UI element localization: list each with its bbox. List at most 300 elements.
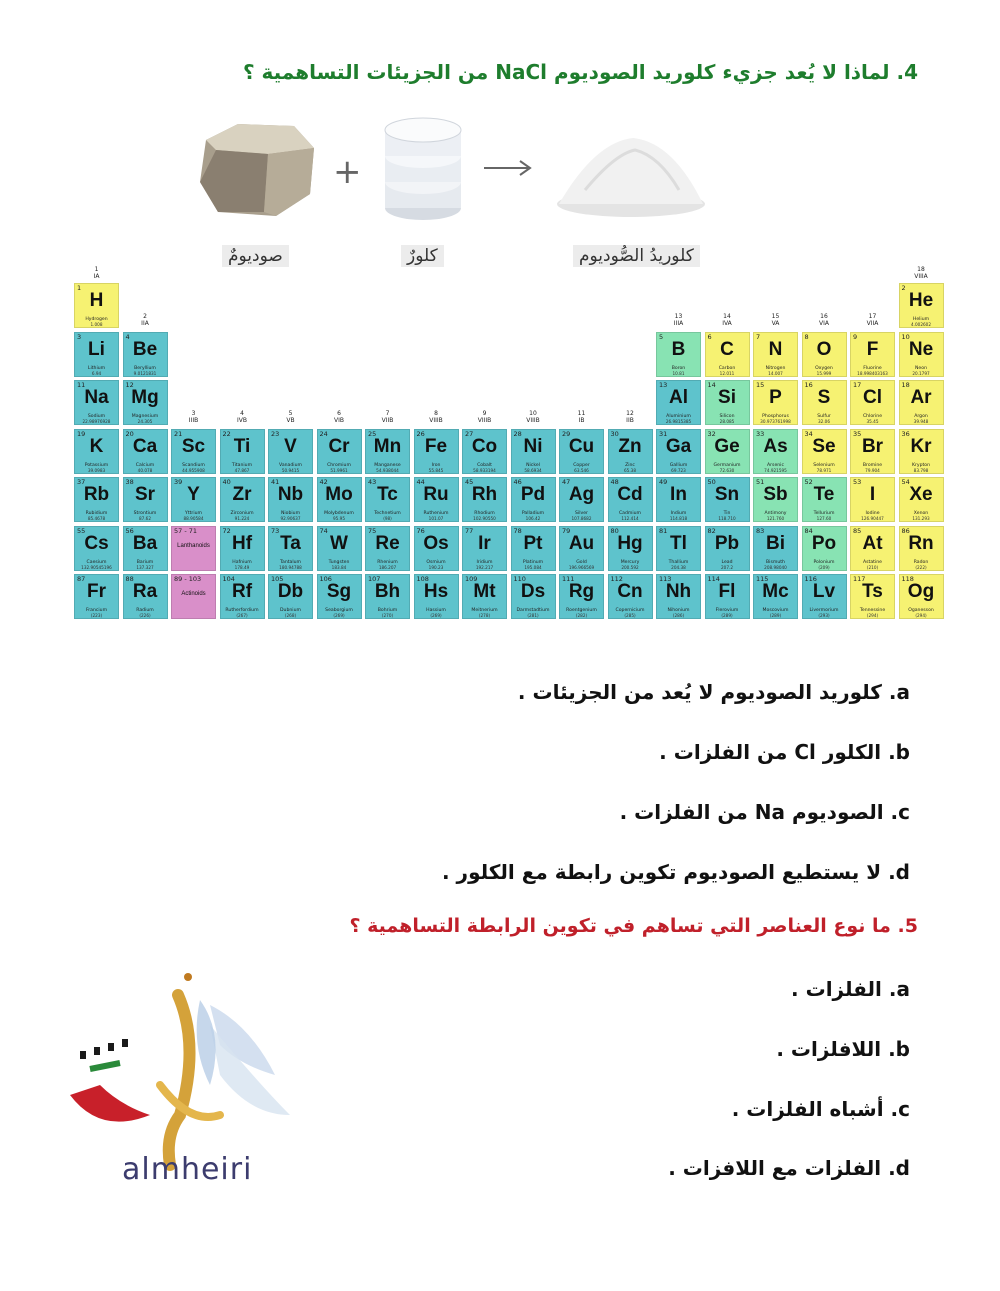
element-name: Zinc bbox=[625, 462, 635, 468]
element-name: Aluminium bbox=[666, 414, 691, 419]
element-name: Meitnerium bbox=[471, 608, 498, 613]
element-name: Neon bbox=[915, 365, 927, 371]
element-name: Tennessine bbox=[859, 608, 886, 613]
element-name: Barium bbox=[136, 559, 154, 565]
element-cell-al bbox=[656, 380, 701, 425]
element-name: Livermorium bbox=[809, 608, 839, 613]
element-symbol: Bi bbox=[766, 532, 785, 554]
atomic-mass: 132.90545196 bbox=[81, 564, 112, 570]
element-cell-ds bbox=[511, 574, 556, 619]
atomic-mass: 127.60 bbox=[816, 516, 832, 521]
element-symbol: Re bbox=[375, 532, 400, 554]
element-name: Moscovium bbox=[762, 608, 789, 613]
element-cell-be bbox=[123, 332, 168, 377]
element-symbol: Cr bbox=[328, 435, 350, 457]
group-number: 5 bbox=[288, 410, 293, 417]
group-number: 4 bbox=[240, 410, 244, 417]
atomic-mass: 195.084 bbox=[524, 564, 542, 570]
option-text: أشباه الفلزات . bbox=[731, 1097, 884, 1121]
element-cell-re bbox=[365, 526, 410, 571]
group-label bbox=[511, 410, 556, 424]
element-name: Bismuth bbox=[766, 559, 785, 565]
atomic-number: 22 bbox=[222, 429, 231, 438]
atomic-mass: 58.6934 bbox=[524, 467, 542, 473]
atomic-number: 87 bbox=[77, 575, 86, 583]
atomic-mass: 50.9415 bbox=[281, 467, 300, 473]
element-name: Iron bbox=[431, 462, 441, 468]
atomic-number: 48 bbox=[610, 478, 619, 486]
sodium-label: صوديومٌ bbox=[222, 245, 289, 267]
element-name: Xenon bbox=[913, 511, 929, 516]
element-cell-y bbox=[171, 477, 216, 522]
atomic-number: 106 bbox=[319, 575, 332, 583]
atomic-mass: 112.414 bbox=[621, 516, 639, 521]
element-symbol: Ba bbox=[132, 532, 158, 554]
element-name: Iodine bbox=[865, 511, 880, 516]
atomic-mass: 28.085 bbox=[719, 419, 735, 424]
element-symbol: Fl bbox=[718, 581, 736, 602]
atomic-mass: 118.710 bbox=[718, 516, 736, 521]
element-symbol: In bbox=[670, 484, 687, 505]
sodium-block-image bbox=[198, 120, 316, 220]
element-name: Tungsten bbox=[328, 559, 350, 565]
atomic-mass: (281) bbox=[527, 613, 539, 618]
group-number: 10 bbox=[529, 410, 537, 417]
group-roman: VA bbox=[771, 320, 780, 327]
element-symbol: Ga bbox=[665, 435, 692, 457]
element-cell-cl bbox=[850, 380, 895, 425]
element-name: Calcium bbox=[135, 462, 155, 468]
element-name: Cadmium bbox=[618, 511, 642, 516]
element-symbol: Ne bbox=[908, 338, 934, 360]
element-cell-lanthanoids bbox=[171, 526, 216, 571]
element-symbol: Fe bbox=[424, 435, 448, 457]
atomic-number: 11 bbox=[77, 381, 86, 389]
element-symbol: Si bbox=[718, 387, 736, 408]
atomic-mass: (289) bbox=[769, 613, 782, 618]
element-name: Helium bbox=[912, 317, 930, 322]
element-cell-k bbox=[74, 429, 119, 474]
atomic-mass: 92.90637 bbox=[280, 516, 301, 521]
element-symbol: V bbox=[284, 435, 297, 457]
element-symbol: Rf bbox=[231, 581, 253, 602]
atomic-mass: 107.8682 bbox=[571, 516, 592, 521]
element-cell-ti bbox=[220, 429, 265, 474]
atomic-number: 112 bbox=[610, 575, 623, 583]
group-number: 16 bbox=[820, 313, 828, 320]
element-name: Strontium bbox=[133, 511, 157, 516]
element-cell-i bbox=[850, 477, 895, 522]
atomic-number: 107 bbox=[368, 575, 381, 583]
element-name: Platinum bbox=[522, 559, 544, 565]
element-symbol: Actinoids bbox=[181, 591, 206, 597]
element-symbol: Sc bbox=[181, 435, 206, 457]
question-4-title bbox=[243, 60, 918, 84]
atomic-number: 30 bbox=[610, 429, 619, 438]
group-roman: IB bbox=[578, 417, 585, 424]
atomic-mass: 65.38 bbox=[624, 467, 636, 473]
element-name: Nitrogen bbox=[765, 365, 786, 371]
option-letter: c. bbox=[890, 800, 910, 824]
element-cell-hg bbox=[608, 526, 653, 571]
group-label bbox=[802, 313, 847, 327]
group-number: 14 bbox=[723, 313, 731, 320]
element-name: Selenium bbox=[813, 462, 835, 468]
element-cell-zn bbox=[608, 429, 653, 474]
element-cell-kr bbox=[899, 429, 944, 474]
group-label bbox=[850, 313, 895, 327]
option-letter: c. bbox=[890, 1097, 910, 1121]
element-symbol: Og bbox=[907, 581, 935, 602]
atomic-mass: 39.0983 bbox=[87, 467, 106, 473]
atomic-mass: 183.84 bbox=[331, 564, 347, 570]
atomic-mass: 83.798 bbox=[913, 467, 929, 473]
atomic-mass: (285) bbox=[624, 613, 636, 618]
group-label bbox=[705, 313, 750, 327]
atomic-mass: 190.23 bbox=[428, 564, 444, 570]
atomic-mass: 87.62 bbox=[139, 516, 151, 521]
element-cell-ra bbox=[123, 574, 168, 619]
atomic-number: 51 bbox=[756, 478, 765, 486]
element-symbol: Mg bbox=[131, 387, 159, 408]
element-symbol: P bbox=[769, 387, 782, 408]
atomic-number: 6 bbox=[707, 332, 712, 341]
element-name: Francium bbox=[85, 608, 108, 613]
atomic-mass: 200.592 bbox=[621, 564, 639, 570]
atomic-number: 80 bbox=[610, 526, 619, 535]
element-name: Copper bbox=[573, 462, 590, 468]
group-label bbox=[220, 410, 265, 424]
element-symbol: F bbox=[866, 338, 879, 360]
q5-option-a[interactable] bbox=[791, 977, 910, 1001]
element-cell-tc bbox=[365, 477, 410, 522]
atomic-mass: 79.904 bbox=[865, 467, 880, 473]
element-cell-mn bbox=[365, 429, 410, 474]
element-name: Caesium bbox=[86, 559, 107, 565]
atomic-number: 72 bbox=[222, 526, 231, 535]
element-name: Argon bbox=[914, 414, 928, 419]
atomic-number: 88 bbox=[125, 575, 134, 583]
element-symbol: Be bbox=[132, 338, 158, 360]
element-name: Sulfur bbox=[817, 414, 831, 419]
element-symbol: Fr bbox=[87, 581, 106, 602]
atomic-mass: (267) bbox=[236, 613, 248, 618]
option-letter: b. bbox=[888, 740, 910, 764]
element-cell-s bbox=[802, 380, 847, 425]
option-letter: d. bbox=[888, 860, 910, 884]
element-cell-mg bbox=[123, 380, 168, 425]
atomic-number: 105 bbox=[271, 575, 284, 583]
q4-option-a[interactable] bbox=[518, 680, 910, 704]
element-symbol: Ti bbox=[233, 435, 251, 457]
element-name: Indium bbox=[670, 511, 687, 516]
q4-option-d[interactable] bbox=[442, 860, 910, 884]
group-number: 15 bbox=[771, 313, 780, 320]
element-symbol: Pd bbox=[520, 484, 546, 505]
element-cell-rg bbox=[559, 574, 604, 619]
atomic-number: 4 bbox=[125, 332, 130, 341]
element-cell-c bbox=[705, 332, 750, 377]
atomic-number: 74 bbox=[319, 526, 328, 535]
atomic-mass: 126.90447 bbox=[861, 516, 884, 521]
atomic-mass: 192.217 bbox=[475, 564, 494, 570]
element-cell-ne bbox=[899, 332, 944, 377]
atomic-number: 108 bbox=[416, 575, 429, 583]
element-name: Fluorine bbox=[863, 365, 882, 371]
element-symbol: Mn bbox=[373, 435, 402, 457]
atomic-number: 49 bbox=[659, 478, 668, 486]
element-cell-cr bbox=[317, 429, 362, 474]
atomic-number: 82 bbox=[707, 526, 716, 535]
element-name: Rhodium bbox=[474, 511, 495, 516]
element-symbol: Os bbox=[423, 532, 449, 554]
atomic-number: 50 bbox=[707, 478, 716, 486]
atomic-mass: 30.973761998 bbox=[760, 419, 791, 424]
q4-option-c[interactable] bbox=[620, 800, 910, 824]
atomic-number: 42 bbox=[319, 478, 328, 486]
element-name: Darmstadtium bbox=[516, 608, 550, 613]
element-cell-og bbox=[899, 574, 944, 619]
group-label bbox=[74, 266, 119, 280]
element-cell-si bbox=[705, 380, 750, 425]
atomic-number: 28 bbox=[513, 429, 522, 438]
element-name: Yttrium bbox=[185, 511, 202, 516]
element-symbol: Pt bbox=[523, 532, 543, 554]
atomic-mass: (282) bbox=[575, 613, 588, 618]
element-cell-te bbox=[802, 477, 847, 522]
element-symbol: Cl bbox=[863, 387, 882, 408]
element-cell-rf bbox=[220, 574, 265, 619]
element-name: Beryllium bbox=[134, 365, 156, 371]
element-cell-co bbox=[462, 429, 507, 474]
atomic-mass: 102.90550 bbox=[473, 516, 496, 521]
element-name: Hydrogen bbox=[85, 317, 108, 322]
question-5-title bbox=[350, 915, 919, 937]
element-cell-fe bbox=[414, 429, 459, 474]
atomic-mass: (294) bbox=[915, 613, 927, 618]
element-symbol: Lanthanoids bbox=[177, 542, 210, 549]
atomic-number: 39 bbox=[174, 478, 183, 486]
atomic-number: 79 bbox=[562, 526, 571, 535]
atomic-number: 14 bbox=[707, 381, 716, 389]
element-cell-ru bbox=[414, 477, 459, 522]
element-name: Molybdenum bbox=[324, 511, 354, 516]
element-symbol: At bbox=[862, 532, 883, 554]
q4-option-b[interactable] bbox=[659, 740, 910, 764]
atomic-mass: 131.293 bbox=[912, 516, 930, 521]
element-name: Chlorine bbox=[862, 414, 883, 419]
atomic-number: 109 bbox=[465, 575, 478, 583]
element-cell-at bbox=[850, 526, 895, 571]
element-name: Scandium bbox=[182, 462, 205, 468]
atomic-number: 73 bbox=[271, 526, 280, 535]
element-cell-ni bbox=[511, 429, 556, 474]
atomic-mass: (286) bbox=[672, 613, 685, 618]
element-name: Cobalt bbox=[477, 462, 492, 468]
atomic-mass: 35.45 bbox=[866, 419, 879, 424]
element-name: Potassium bbox=[84, 462, 109, 468]
atomic-number: 115 bbox=[756, 575, 769, 583]
atomic-mass: 95.95 bbox=[333, 516, 345, 521]
element-name: Osmium bbox=[426, 559, 446, 565]
element-cell-o bbox=[802, 332, 847, 377]
atomic-mass: 85.4678 bbox=[87, 516, 106, 521]
element-name: Phosphorus bbox=[762, 414, 789, 419]
atomic-number: 76 bbox=[416, 526, 425, 535]
element-name: Magnesium bbox=[131, 414, 159, 419]
element-name: Thallium bbox=[668, 559, 689, 565]
atomic-number: 5 bbox=[659, 332, 664, 341]
group-number: 11 bbox=[577, 410, 586, 417]
option-text: الكلور Cl من الفلزات . bbox=[659, 740, 882, 764]
element-symbol: I bbox=[869, 484, 876, 505]
atomic-number: 116 bbox=[804, 575, 817, 583]
atomic-number: 47 bbox=[562, 478, 571, 486]
element-symbol: Ts bbox=[862, 581, 883, 602]
element-symbol: Rn bbox=[908, 532, 934, 554]
element-name: Bromine bbox=[862, 462, 883, 468]
atomic-number: 114 bbox=[707, 575, 720, 583]
element-name: Lithium bbox=[87, 365, 106, 371]
element-symbol: Se bbox=[812, 435, 836, 457]
atomic-number: 1 bbox=[77, 284, 82, 292]
atomic-mass: 101.07 bbox=[428, 516, 444, 521]
element-cell-actinoids bbox=[171, 574, 216, 619]
element-cell-db bbox=[268, 574, 313, 619]
element-name: Rutherfordium bbox=[225, 608, 259, 613]
element-cell-rh bbox=[462, 477, 507, 522]
group-number: 2 bbox=[143, 313, 147, 320]
element-cell-po bbox=[802, 526, 847, 571]
group-label bbox=[559, 410, 604, 424]
element-name: Radon bbox=[913, 559, 929, 565]
element-symbol: Hs bbox=[423, 581, 449, 602]
atomic-mass: 24.305 bbox=[137, 419, 153, 424]
element-symbol: Zr bbox=[232, 484, 252, 505]
element-cell-sc bbox=[171, 429, 216, 474]
atomic-mass: 196.966569 bbox=[568, 564, 595, 570]
atomic-mass: 208.98040 bbox=[764, 564, 787, 570]
group-label bbox=[608, 410, 653, 424]
element-cell-os bbox=[414, 526, 459, 571]
atomic-number: 110 bbox=[513, 575, 526, 583]
element-symbol: Te bbox=[813, 484, 835, 505]
atomic-mass: 69.723 bbox=[671, 467, 686, 473]
element-cell-rb bbox=[74, 477, 119, 522]
element-symbol: Sg bbox=[326, 581, 352, 602]
group-roman: IIA bbox=[141, 320, 149, 327]
atomic-number: 57 - 71 bbox=[174, 526, 198, 535]
atomic-mass: 1.008 bbox=[90, 322, 103, 327]
element-name: Polonium bbox=[813, 559, 835, 565]
element-cell-nb bbox=[268, 477, 313, 522]
atomic-number: 38 bbox=[125, 478, 134, 486]
element-symbol: W bbox=[330, 532, 348, 554]
element-name: Gallium bbox=[669, 462, 688, 468]
atomic-number: 23 bbox=[271, 429, 280, 438]
element-symbol: Au bbox=[568, 532, 595, 554]
element-cell-as bbox=[753, 429, 798, 474]
element-cell-zr bbox=[220, 477, 265, 522]
element-cell-sn bbox=[705, 477, 750, 522]
atomic-number: 33 bbox=[756, 429, 765, 438]
atomic-number: 43 bbox=[368, 478, 377, 486]
element-symbol: S bbox=[817, 387, 831, 408]
atomic-mass: 47.867 bbox=[234, 467, 250, 473]
atomic-mass: 6.94 bbox=[91, 370, 102, 376]
element-cell-ta bbox=[268, 526, 313, 571]
q5-option-c[interactable] bbox=[732, 1097, 910, 1121]
element-symbol: Zn bbox=[618, 435, 642, 457]
chlorine-label: كلورٌ bbox=[401, 245, 444, 267]
element-symbol: Cd bbox=[617, 484, 643, 505]
atomic-mass: 40.078 bbox=[137, 467, 153, 473]
periodic-table bbox=[74, 266, 946, 626]
question-4-number: 4. bbox=[896, 60, 918, 84]
salt-pile-image bbox=[555, 130, 707, 218]
q5-option-b[interactable] bbox=[776, 1037, 910, 1061]
element-symbol: Ge bbox=[714, 435, 740, 457]
group-roman: VIA bbox=[819, 320, 829, 327]
atomic-number: 16 bbox=[804, 381, 813, 389]
element-name: Palladium bbox=[521, 511, 545, 516]
atomic-mass: 137.327 bbox=[136, 564, 154, 570]
atomic-mass: 54.938044 bbox=[376, 467, 399, 473]
group-roman: IVB bbox=[237, 417, 247, 424]
atomic-number: 40 bbox=[222, 478, 231, 486]
atomic-mass: 186.207 bbox=[378, 564, 397, 570]
element-cell-tl bbox=[656, 526, 701, 571]
q5-option-d[interactable] bbox=[668, 1156, 910, 1180]
element-cell-na bbox=[74, 380, 119, 425]
element-symbol: Ru bbox=[423, 484, 449, 505]
element-name: Nickel bbox=[526, 462, 540, 468]
element-cell-br bbox=[850, 429, 895, 474]
element-cell-sb bbox=[753, 477, 798, 522]
element-cell-lv bbox=[802, 574, 847, 619]
element-name: Carbon bbox=[718, 365, 736, 371]
element-name: Seaborgium bbox=[325, 608, 353, 613]
atomic-number: 20 bbox=[125, 429, 134, 438]
element-cell-he bbox=[899, 283, 944, 328]
atomic-mass: 51.9961 bbox=[330, 467, 348, 473]
atomic-mass: (268) bbox=[284, 613, 297, 618]
element-cell-cu bbox=[559, 429, 604, 474]
atomic-number: 44 bbox=[416, 478, 425, 486]
element-symbol: Rh bbox=[471, 484, 498, 505]
element-name: Chromium bbox=[327, 462, 351, 468]
element-cell-ga bbox=[656, 429, 701, 474]
atomic-number: 53 bbox=[853, 478, 862, 486]
element-name: Niobium bbox=[280, 511, 301, 516]
element-name: Krypton bbox=[911, 462, 931, 468]
atomic-number: 2 bbox=[901, 284, 906, 292]
element-name: Bohrium bbox=[377, 608, 398, 613]
element-name: Oganesson bbox=[908, 608, 934, 613]
atomic-mass: 74.921595 bbox=[764, 467, 787, 473]
element-name: Tantalum bbox=[279, 559, 302, 565]
atomic-number: 12 bbox=[125, 381, 134, 389]
group-roman: IIIA bbox=[673, 320, 684, 327]
group-number: 17 bbox=[868, 313, 877, 320]
option-text: اللافلزات . bbox=[776, 1037, 882, 1061]
group-number: 13 bbox=[674, 313, 683, 320]
element-cell-w bbox=[317, 526, 362, 571]
element-name: Mercury bbox=[620, 559, 640, 565]
atomic-mass: 44.955908 bbox=[182, 467, 205, 473]
atomic-mass: (289) bbox=[721, 613, 733, 618]
atomic-mass: (223) bbox=[90, 613, 103, 618]
